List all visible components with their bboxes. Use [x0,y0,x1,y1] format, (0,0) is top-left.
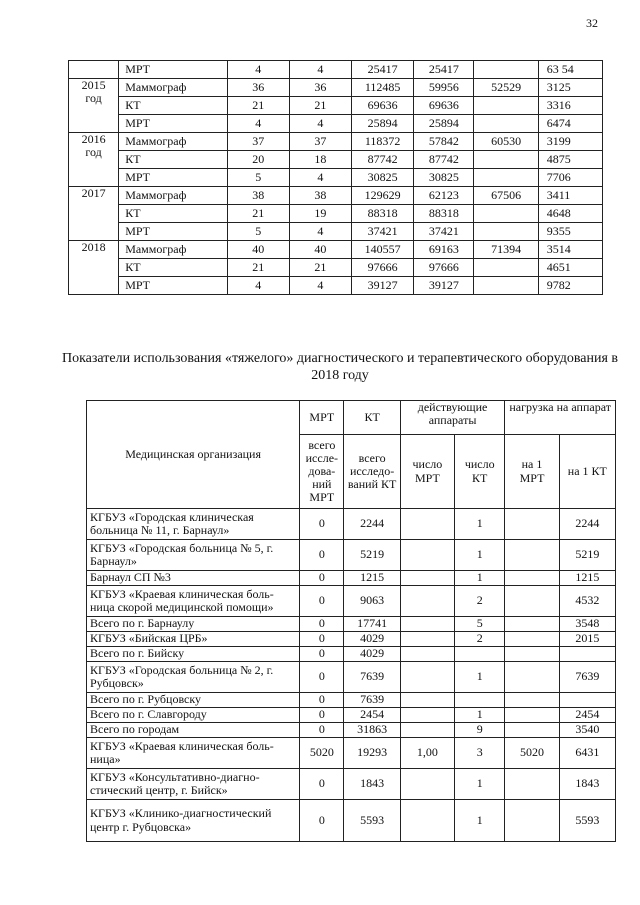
value-cell: 4648 [538,205,602,223]
value-cell [400,586,454,617]
value-cell [474,205,538,223]
value-cell: 1 [455,708,505,723]
table-row [69,115,603,133]
equipment-cell: Маммограф [119,241,227,259]
table-row [87,540,616,571]
value-cell: 67506 [474,187,538,205]
value-cell [400,800,454,842]
value-cell: 4651 [538,259,602,277]
section-heading: Показатели использования «тяжелого» диагностического и терапевтического оборудования в 2018 году [61,351,619,383]
value-cell: 2015 [559,632,615,647]
year-cell: 2016 год [69,133,119,187]
value-cell: 97666 [414,259,474,277]
value-cell [505,647,559,662]
value-cell [505,617,559,632]
value-cell: 39127 [352,277,414,295]
value-cell: 88318 [352,205,414,223]
table-row [87,617,616,632]
value-cell: 21 [227,259,289,277]
value-cell: 9063 [344,586,400,617]
value-cell: 25417 [414,61,474,79]
value-cell: 5020 [300,738,344,769]
value-cell: 25894 [352,115,414,133]
value-cell: 4 [289,277,351,295]
value-cell: 38 [289,187,351,205]
heavy-equipment-usage-table [86,400,616,842]
value-cell: 4 [289,169,351,187]
value-cell: 4029 [344,647,400,662]
table-row [87,693,616,708]
table-row [69,277,603,295]
value-cell: 1 [455,509,505,540]
value-cell [474,277,538,295]
value-cell: 2244 [559,509,615,540]
equipment-cell: МРТ [119,277,227,295]
value-cell: 0 [300,571,344,586]
value-cell: 1,00 [400,738,454,769]
value-cell: 52529 [474,79,538,97]
table-row [87,509,616,540]
header-kt-total: всего исследо-ваний КТ [344,435,400,509]
value-cell: 3 [455,738,505,769]
value-cell: 1 [455,540,505,571]
value-cell: 37421 [414,223,474,241]
value-cell [400,708,454,723]
value-cell: 5593 [559,800,615,842]
value-cell: 3316 [538,97,602,115]
value-cell: 40 [227,241,289,259]
value-cell: 0 [300,586,344,617]
table-row [69,169,603,187]
organization-cell: КГБУЗ «Клинико-диагностический центр г. Рубцовска» [87,800,300,842]
header-num-mrt: число МРТ [400,435,454,509]
page-number: 32 [586,16,598,30]
value-cell: 9 [455,723,505,738]
value-cell: 37 [227,133,289,151]
value-cell: 3199 [538,133,602,151]
value-cell [505,723,559,738]
value-cell: 31863 [344,723,400,738]
value-cell: 88318 [414,205,474,223]
value-cell: 0 [300,662,344,693]
value-cell: 1 [455,662,505,693]
value-cell: 3540 [559,723,615,738]
value-cell: 5 [455,617,505,632]
table-row [69,223,603,241]
table-row [87,632,616,647]
value-cell: 1 [455,769,505,800]
value-cell: 21 [227,97,289,115]
value-cell: 7639 [344,693,400,708]
organization-cell: КГБУЗ «Краевая клиническая боль-ница» [87,738,300,769]
value-cell [505,800,559,842]
header-num-kt: число КТ [455,435,505,509]
value-cell: 69163 [414,241,474,259]
value-cell: 112485 [352,79,414,97]
table-row [69,205,603,223]
value-cell: 0 [300,509,344,540]
value-cell [505,540,559,571]
value-cell: 0 [300,617,344,632]
table-row [87,800,616,842]
value-cell: 3514 [538,241,602,259]
table-row [87,647,616,662]
value-cell: 62123 [414,187,474,205]
value-cell: 5 [227,223,289,241]
value-cell [505,769,559,800]
value-cell [505,586,559,617]
value-cell: 4 [227,115,289,133]
value-cell: 0 [300,647,344,662]
value-cell [400,647,454,662]
value-cell: 25417 [352,61,414,79]
header-kt: КТ [344,401,400,435]
value-cell: 0 [300,723,344,738]
value-cell: 5219 [344,540,400,571]
value-cell: 9355 [538,223,602,241]
table-row [87,662,616,693]
table-row [69,241,603,259]
value-cell: 60530 [474,133,538,151]
organization-cell: Барнаул СП №3 [87,571,300,586]
value-cell: 36 [289,79,351,97]
header-device-load: нагрузка на аппарат [505,401,616,435]
value-cell [474,259,538,277]
table-row [87,723,616,738]
value-cell: 4 [227,61,289,79]
value-cell: 4532 [559,586,615,617]
organization-cell: Всего по г. Бийску [87,647,300,662]
equipment-cell: КТ [119,151,227,169]
value-cell: 25894 [414,115,474,133]
value-cell: 0 [300,800,344,842]
value-cell: 87742 [352,151,414,169]
value-cell: 2244 [344,509,400,540]
value-cell [400,693,454,708]
equipment-cell: МРТ [119,115,227,133]
table-row [69,151,603,169]
value-cell: 0 [300,708,344,723]
value-cell: 2 [455,586,505,617]
organization-cell: КГБУЗ «Городская больница № 2, г. Рубцовск» [87,662,300,693]
value-cell [505,662,559,693]
organization-cell: КГБУЗ «Консультативно-диагно-стический центр, г. Бийск» [87,769,300,800]
value-cell: 19293 [344,738,400,769]
table-row [69,97,603,115]
equipment-cell: МРТ [119,223,227,241]
value-cell: 40 [289,241,351,259]
value-cell: 1 [455,800,505,842]
header-per-mrt: на 1 МРТ [505,435,559,509]
value-cell: 37 [289,133,351,151]
value-cell: 5 [227,169,289,187]
value-cell: 1215 [344,571,400,586]
equipment-cell: МРТ [119,169,227,187]
value-cell: 21 [289,97,351,115]
table-row [87,738,616,769]
value-cell: 6431 [559,738,615,769]
value-cell [474,97,538,115]
header-mrt-total: всего иссле-дова-ний МРТ [300,435,344,509]
value-cell: 7639 [344,662,400,693]
value-cell [400,540,454,571]
value-cell: 59956 [414,79,474,97]
value-cell: 36 [227,79,289,97]
value-cell: 0 [300,693,344,708]
value-cell: 5593 [344,800,400,842]
value-cell [505,693,559,708]
organization-cell: КГБУЗ «Бийская ЦРБ» [87,632,300,647]
organization-cell: КГБУЗ «Городская клиническая больница № 11, г. Барнаул» [87,509,300,540]
table-row [87,586,616,617]
header-per-kt: на 1 КТ [559,435,615,509]
value-cell: 1 [455,571,505,586]
value-cell [505,708,559,723]
value-cell: 7706 [538,169,602,187]
equipment-cell: Маммограф [119,133,227,151]
equipment-statistics-table [68,60,603,295]
organization-cell: Всего по г. Славгороду [87,708,300,723]
value-cell [474,151,538,169]
equipment-cell: Маммограф [119,79,227,97]
value-cell: 97666 [352,259,414,277]
value-cell: 19 [289,205,351,223]
value-cell: 37421 [352,223,414,241]
value-cell [400,662,454,693]
value-cell [474,115,538,133]
value-cell: 4 [227,277,289,295]
equipment-cell: МРТ [119,61,227,79]
header-org: Медицинская организация [87,401,300,509]
value-cell: 39127 [414,277,474,295]
value-cell: 1215 [559,571,615,586]
value-cell: 57842 [414,133,474,151]
table-row [87,769,616,800]
value-cell: 63 54 [538,61,602,79]
value-cell: 0 [300,540,344,571]
value-cell: 17741 [344,617,400,632]
value-cell: 21 [289,259,351,277]
equipment-cell: КТ [119,259,227,277]
value-cell: 3411 [538,187,602,205]
table-row [69,79,603,97]
value-cell: 18 [289,151,351,169]
value-cell [400,617,454,632]
value-cell: 4875 [538,151,602,169]
value-cell [400,769,454,800]
organization-cell: Всего по г. Барнаулу [87,617,300,632]
value-cell: 6474 [538,115,602,133]
value-cell [455,647,505,662]
value-cell: 0 [300,632,344,647]
value-cell: 87742 [414,151,474,169]
value-cell: 5020 [505,738,559,769]
value-cell: 0 [300,769,344,800]
value-cell [455,693,505,708]
value-cell: 4 [289,223,351,241]
value-cell [474,169,538,187]
value-cell: 118372 [352,133,414,151]
value-cell: 30825 [352,169,414,187]
value-cell [474,61,538,79]
value-cell: 3548 [559,617,615,632]
value-cell [400,723,454,738]
value-cell: 3125 [538,79,602,97]
value-cell [400,571,454,586]
header-active-devices: действующие аппараты [400,401,505,435]
table-row [69,133,603,151]
value-cell [474,223,538,241]
value-cell: 140557 [352,241,414,259]
year-cell: 2017 [69,187,119,241]
organization-cell: Всего по городам [87,723,300,738]
value-cell: 5219 [559,540,615,571]
organization-cell: КГБУЗ «Краевая клиническая боль-ница скорой медицинской помощи» [87,586,300,617]
equipment-cell: КТ [119,97,227,115]
value-cell: 9782 [538,277,602,295]
value-cell: 7639 [559,662,615,693]
value-cell [559,647,615,662]
value-cell: 2454 [559,708,615,723]
value-cell [505,571,559,586]
year-cell: 2018 [69,241,119,295]
value-cell: 4029 [344,632,400,647]
value-cell: 71394 [474,241,538,259]
table-row [69,187,603,205]
year-cell: 2015 год [69,79,119,133]
year-cell [69,61,119,79]
value-cell: 2454 [344,708,400,723]
table-row [69,259,603,277]
value-cell: 2 [455,632,505,647]
value-cell: 69636 [352,97,414,115]
value-cell: 20 [227,151,289,169]
value-cell: 1843 [344,769,400,800]
table-row [69,61,603,79]
value-cell: 30825 [414,169,474,187]
value-cell: 69636 [414,97,474,115]
value-cell: 4 [289,61,351,79]
value-cell [559,693,615,708]
equipment-cell: КТ [119,205,227,223]
equipment-cell: Маммограф [119,187,227,205]
value-cell: 1843 [559,769,615,800]
organization-cell: Всего по г. Рубцовску [87,693,300,708]
value-cell: 129629 [352,187,414,205]
table-row [87,708,616,723]
value-cell [400,509,454,540]
value-cell [400,632,454,647]
header-mrt: МРТ [300,401,344,435]
value-cell: 21 [227,205,289,223]
value-cell: 4 [289,115,351,133]
value-cell [505,632,559,647]
value-cell: 38 [227,187,289,205]
organization-cell: КГБУЗ «Городская больница № 5, г. Барнаул» [87,540,300,571]
value-cell [505,509,559,540]
table-row [87,571,616,586]
